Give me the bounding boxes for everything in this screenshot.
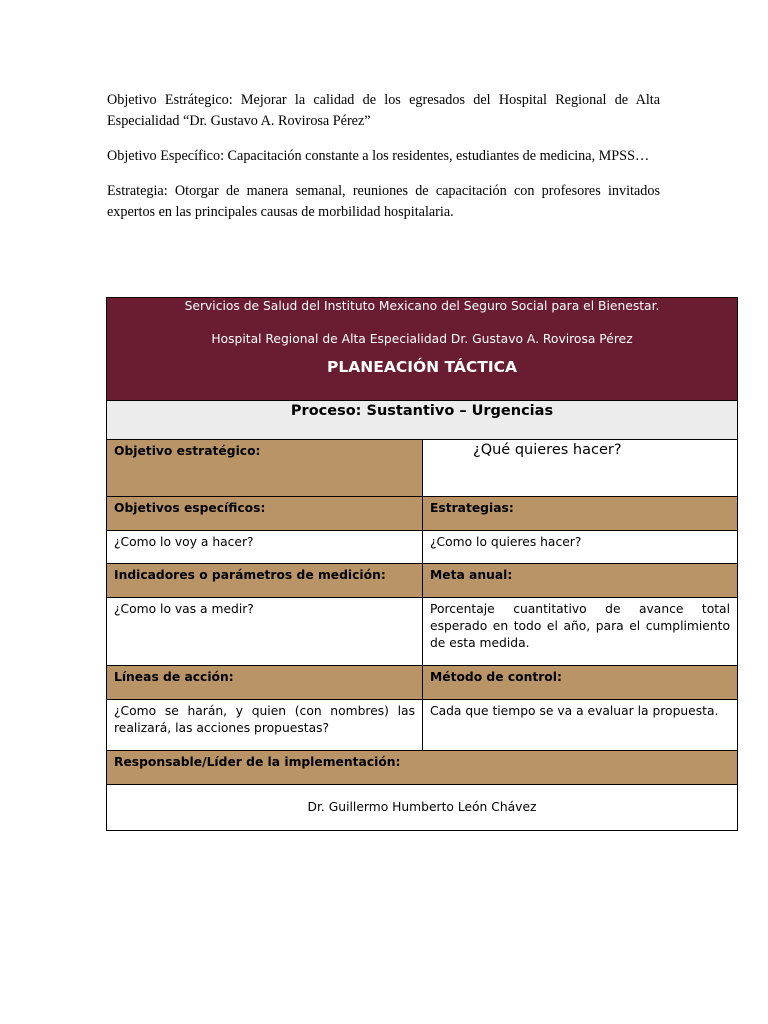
table-title: PLANEACIÓN TÁCTICA — [327, 358, 517, 376]
objetivo-estrategico-paragraph: Objetivo Estrátegico: Mejorar la calidad de los egresados del Hospital Regional de Alta Especialidad “Dr. Gustavo A. Rovirosa Pérez” — [107, 92, 660, 129]
intro-section — [107, 90, 660, 237]
objetivos-especificos-value: ¿Como lo voy a hacer? — [107, 531, 423, 564]
objetivo-estrategico-value: ¿Qué quieres hacer? — [423, 440, 738, 497]
estrategia-paragraph: Estrategia: Otorgar de manera semanal, reuniones de capacitación con profesores invitados expertos en las principales causas de morbilidad hospitalaria. — [107, 183, 660, 220]
meta-anual-value: Porcentaje cuantitativo de avance total esperado en todo el año, para el cumplimiento de esta medida. — [423, 598, 738, 666]
lineas-accion-value: ¿Como se harán, y quien (con nombres) las realizará, las acciones propuestas? — [107, 700, 423, 751]
objetivo-estrategico-label: Objetivo estratégico: — [107, 440, 423, 497]
metodo-control-label: Método de control: — [423, 666, 738, 700]
planeacion-tactica-table — [106, 297, 738, 831]
metodo-control-value: Cada que tiempo se va a evaluar la propuesta. — [423, 700, 738, 751]
estrategias-label: Estrategias: — [423, 497, 738, 531]
proceso-row: Proceso: Sustantivo – Urgencias — [107, 401, 738, 440]
indicadores-label: Indicadores o parámetros de medición: — [107, 564, 423, 598]
meta-anual-label: Meta anual: — [423, 564, 738, 598]
table-header — [107, 298, 738, 401]
lineas-accion-label: Líneas de acción: — [107, 666, 423, 700]
objetivo-especifico-paragraph: Objetivo Específico: Capacitación constante a los residentes, estudiantes de medicina, MPSS… — [107, 148, 650, 164]
objetivos-especificos-label: Objetivos específicos: — [107, 497, 423, 531]
institution-name: Servicios de Salud del Instituto Mexicano del Seguro Social para el Bienestar. — [184, 299, 660, 313]
indicadores-value: ¿Como lo vas a medir? — [107, 598, 423, 666]
responsable-value: Dr. Guillermo Humberto León Chávez — [107, 785, 738, 831]
hospital-name: Hospital Regional de Alta Especialidad Dr. Gustavo A. Rovirosa Pérez — [211, 332, 633, 346]
estrategias-value: ¿Como lo quieres hacer? — [423, 531, 738, 564]
responsable-label: Responsable/Líder de la implementación: — [107, 751, 738, 785]
